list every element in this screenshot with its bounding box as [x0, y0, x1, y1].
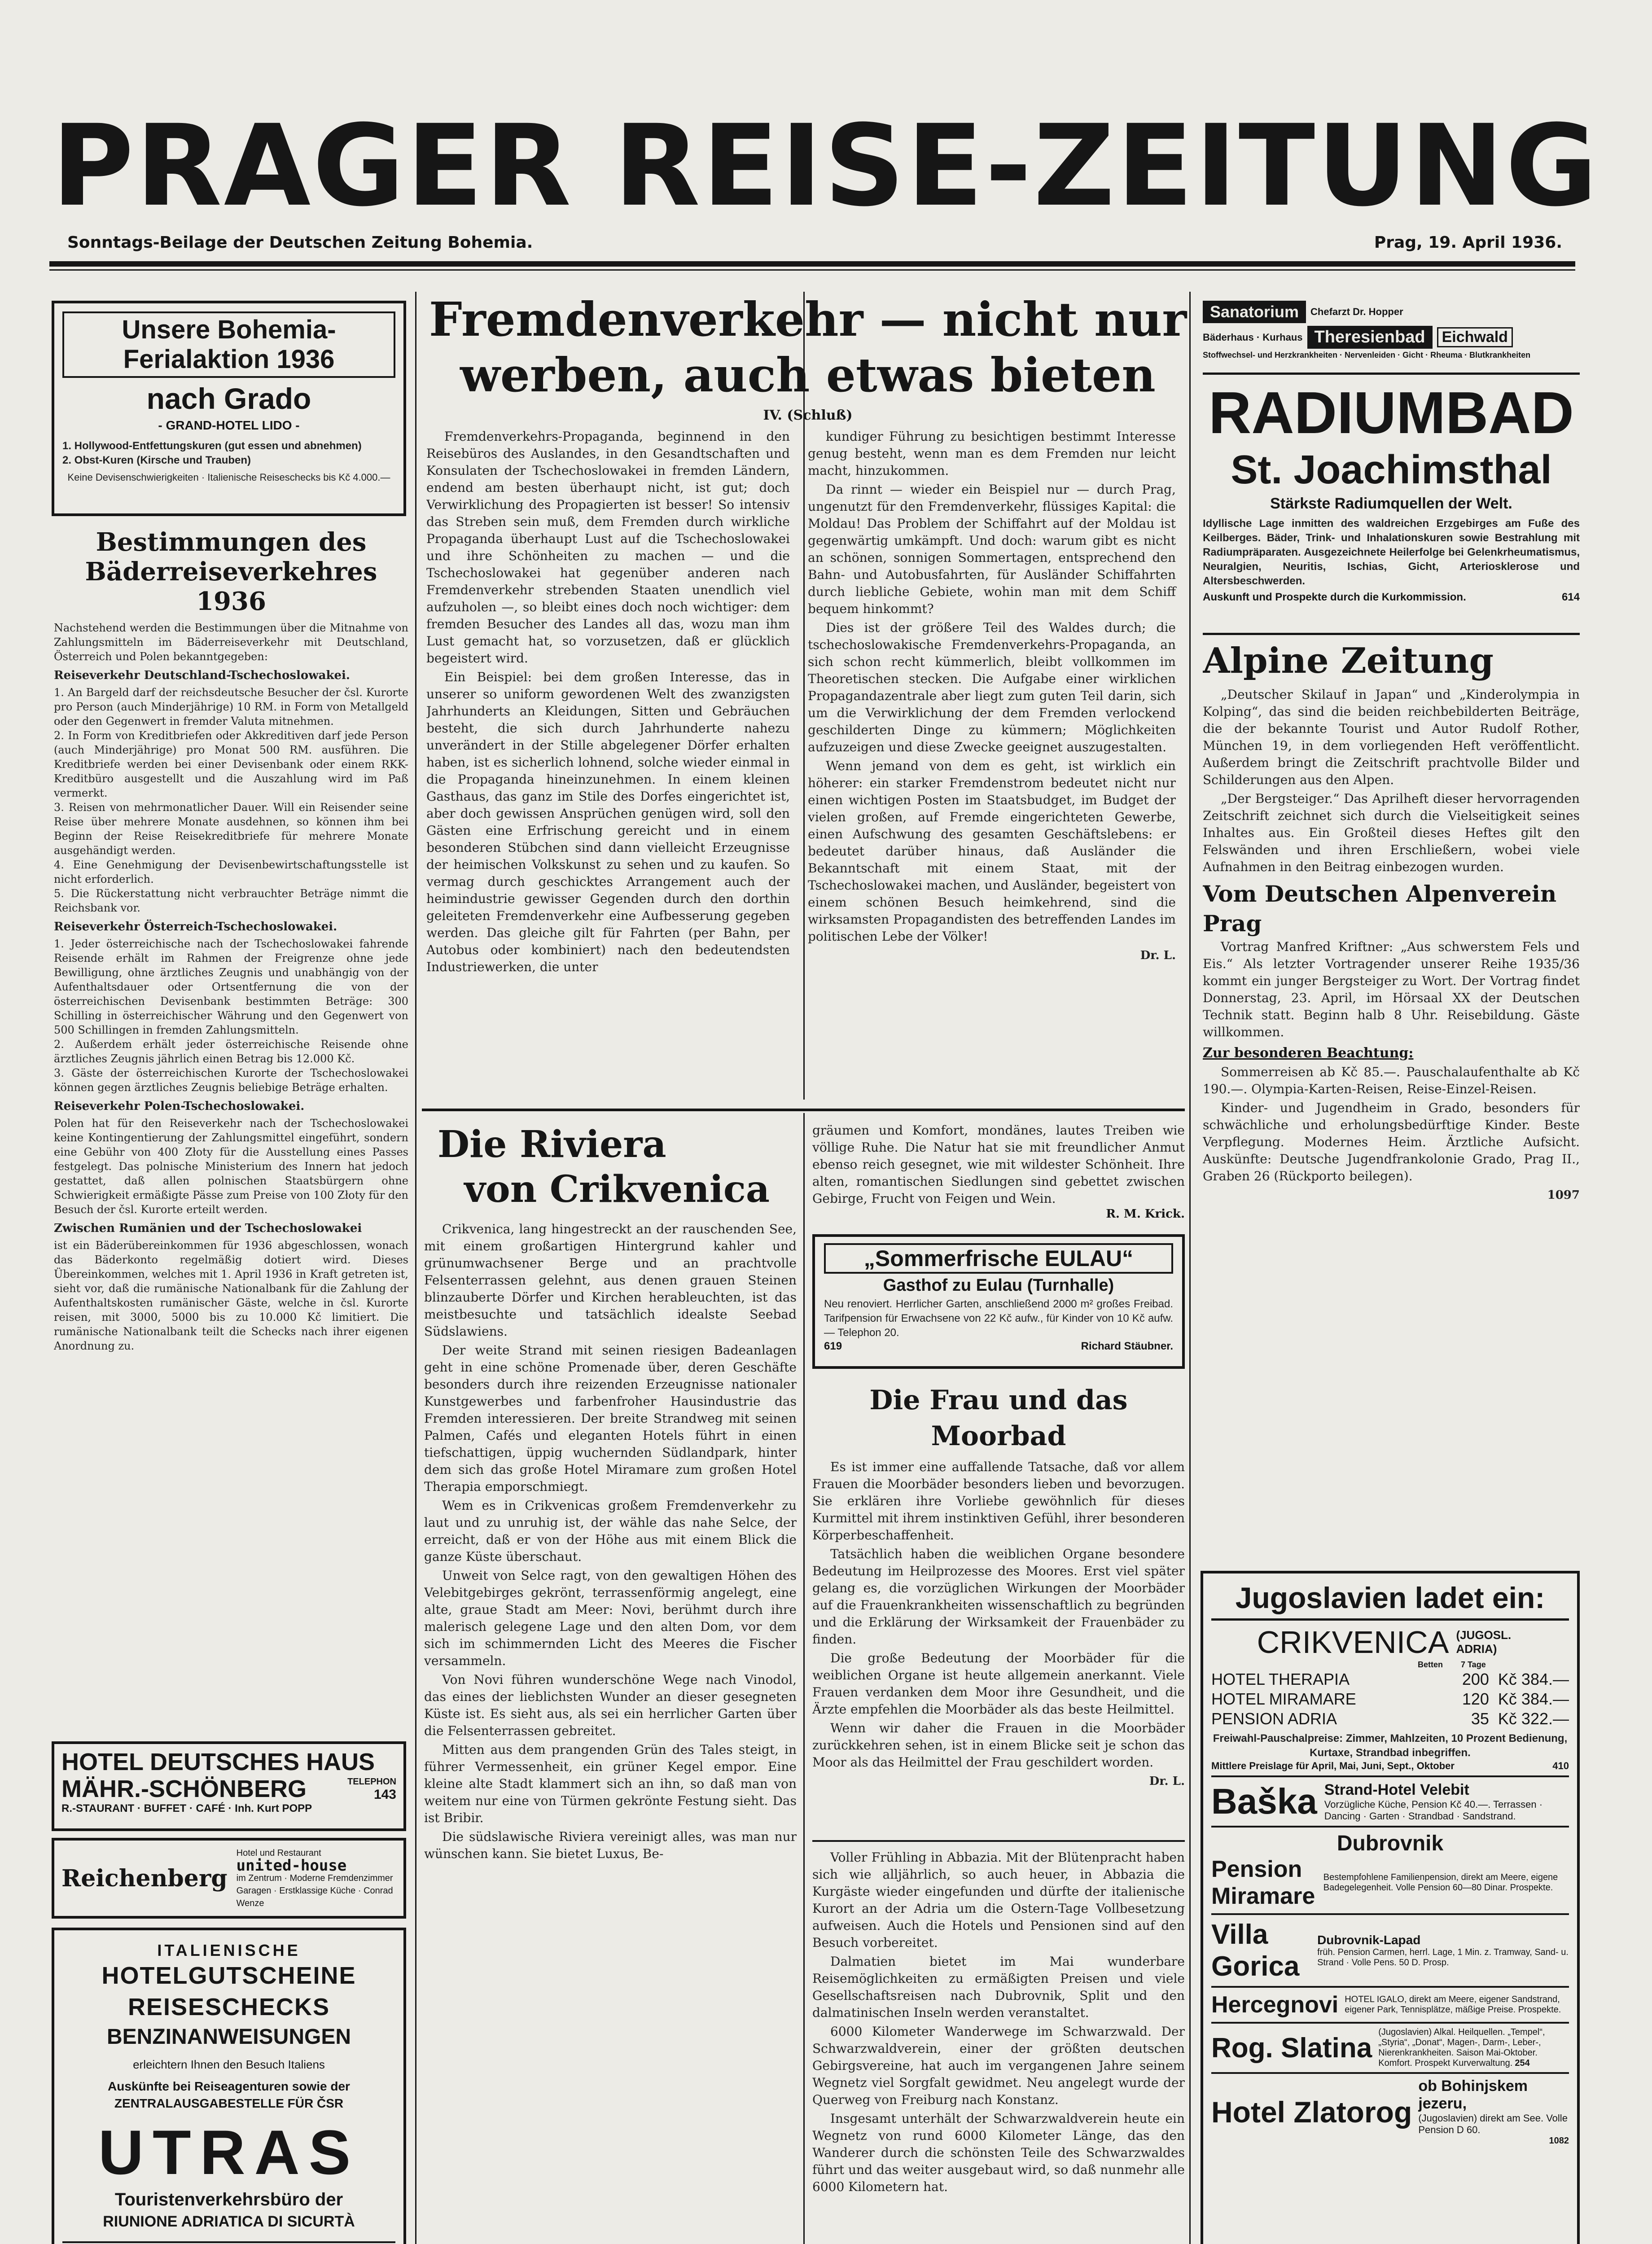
abbazia-p1: Voller Frühling in Abbazia. Mit der Blütenpracht haben sich wie alljährlich, so auch heuer, in Abbazia die Kurgäste wieder eingefunden und dürfte der italienische Kurort an der Adria um die Ostern-Tage Vollbesetzung aufweisen. Auch die Hotels und Pensionen sind auf den Besuch vorbereitet.: [812, 1850, 1185, 1950]
hercegnovi-name: Hercegnovi: [1211, 1992, 1339, 2018]
utras-l8: RIUNIONE ADRIATICA DI SICURTÀ: [103, 2213, 355, 2230]
miramare-text: Bestempfohlene Familienpension, direkt am Meere, eigene Badegelegenheit. Volle Pension 60—80 Dinar. Prospekte.: [1323, 1872, 1558, 1893]
dubrovnik-name: Dubrovnik: [1336, 1832, 1444, 1855]
utras-l6: Auskünfte bei Reiseagenturen sowie der ZENTRALAUSGABESTELLE FÜR ČSR: [108, 2079, 350, 2110]
villa-gorica-name: Villa Gorica: [1211, 1919, 1300, 1982]
riviera-signature: R. M. Krick.: [1106, 1207, 1185, 1221]
moorbad-p2: Tatsächlich haben die weiblichen Organe besondere Bedeutung im Heilprozesse des Moores. Erst viel später gelang es, die vorzüglichen Wirkungen der Moorbäder auf die Frauenkrankheiten wissenschaftlich zu begründen und die Erklärung der Wirksamkeit der Frauenbäder zu finden.: [812, 1547, 1185, 1647]
jugo-title: Jugoslavien ladet ein:: [1211, 1580, 1569, 1621]
hotel-therapia-beds: 200: [1462, 1670, 1489, 1688]
alpine-p3: Vortrag Manfred Kriftner: „Aus schwerstem Fels und Eis.“ Als letzter Vortragender unserer Reihe 1935/36 kommt ein junger Bergsteiger zu Wort. Der Vortrag findet Donnerstag, 23. April, im Hörsaal XX der Deutschen Technik statt. Beginn halb 8 Uhr. Reisebildung. Gäste willkommen.: [1203, 939, 1580, 1039]
sanatorium-rule: [1203, 373, 1580, 375]
pension-adria-price: Kč 322.—: [1498, 1709, 1569, 1728]
eulau-owner: Richard Stäubner.: [1081, 1340, 1173, 1352]
lead-bottom-rule: [422, 1109, 1185, 1111]
bestimmungen-p1: 1. An Bargeld darf der reichsdeutsche Besucher der čsl. Kurorte pro Person (auch Minderjährige) 10 RM. in Form von Metallgeld oder den Gegenwert in fremder Valuta mitnehmen.: [54, 686, 408, 728]
moorbad-p3: Die große Bedeutung der Moorbäder für die weiblichen Organe ist heute allgemein anerkannt. Viele Frauen verdanken dem Moor ihre Gesundheit, und die Ärzte empfehlen die Moorbäder als das beste Heilmittel.: [812, 1651, 1185, 1717]
riviera-p4: Unweit von Selce ragt, von den gewaltigen Höhen des Velebitgebirges gekrönt, terrassenförmig angelegt, eine alte, graue Stadt am Meer: Novi, berühmt durch ihre malerisch gelegene Lage und den alten Dom, vor dem sich im schimmernden Licht des Meeres die Fischer versammeln.: [424, 1568, 797, 1668]
hotel-dh-tel: 143: [373, 1787, 396, 1802]
ferial-note: Keine Devisenschwierigkeiten · Italienische Reiseschecks bis Kč 4.000.—: [67, 472, 390, 483]
radiumbad-rule: [1203, 633, 1580, 635]
riviera-p7: Die südslawische Riviera vereinigt alles, was man nur wünschen kann. Sie bietet Luxus, Be-: [424, 1829, 797, 1861]
riviera-article: [424, 1122, 797, 2244]
eulau-text: Neu renoviert. Herrlicher Garten, anschließend 2000 m² großes Freibad. Tarifpension für Erwachsene von 22 Kč aufw., für Kinder von 10 Kč aufw. — Telephon 20.: [824, 1298, 1173, 1339]
slatina-num: 254: [1515, 2058, 1530, 2068]
sanatorium-ad: [1203, 301, 1580, 368]
lead-col1-p1: Fremdenverkehrs-Propaganda, beginnend in den Reisebüros des Auslandes, in den Gesandtschaften und Konsulaten der Tschechoslowakei in fremden Ländern, endend am besten überhaupt nicht, ist gut; doch Verwirklichung des Propagierten ist besser! So intensiv das Streben sein muß, dem Fremden durch wirkliche Propaganda überhaupt Lust auf die Tschechoslowakei und ihre Schönheiten zu machen — und die Tschechoslowakei hat gegenüber anderen nach Fremdenverkehr strebenden Staaten unendlich viel aufzuholen —, so bleibt eines doch noch wichtiger: dem fremden Besucher des Landes all das, wozu man ihm Lust gemacht hat, so vorzusetzen, daß er glücklich begeistert wird.: [426, 429, 790, 666]
villa-gorica-text: früh. Pension Carmen, herrl. Lage, 1 Min. z. Tramway, Sand- u. Strand · Volle Pens. 50 D. Prosp.: [1317, 1947, 1569, 1968]
news-notes: [812, 1849, 1185, 2244]
masthead-title: PRAGER REISE-ZEITUNG: [52, 101, 1599, 231]
ferial-title: Unsere Bohemia-Ferialaktion 1936: [122, 315, 336, 374]
ferial-destination: nach Grado: [146, 382, 311, 415]
zlatorog-name: Hotel Zlatorog: [1211, 2095, 1412, 2129]
jugoslavien-ad: [1201, 1571, 1580, 2244]
zlatorog-text: (Jugoslavien) direkt am See. Volle Pension D 60.: [1418, 2113, 1568, 2135]
riviera-p6: Mitten aus dem prangenden Grün des Tales steigt, in führer Vermessenheit, ein grüner Kegel empor. Eine kleine alte Stadt klammert sich an ihn, so daß man von weitem nur eine von Türmen gekrönte Festung sieht. Das ist Bribir.: [424, 1742, 797, 1825]
alpine-title: Alpine Zeitung: [1203, 640, 1494, 681]
riviera-p3: Wem es in Crikvenicas großem Fremdenverkehr zu laut und zu unruhig ist, der wähle das nahe Selce, der erreicht, daß er von der Höhe aus mit einem Blick die ganze Küste überschaut.: [424, 1498, 797, 1564]
moorbad-article: [812, 1382, 1185, 1831]
miramare-name: Pension Miramare: [1211, 1856, 1315, 1909]
abbazia-p2: Dalmatien bietet im Mai wunderbare Reisemöglichkeiten zu ermäßigten Preisen und viele Gesellschaftsreisen nach Dubrovnik, Split und den dalmatinischen Inseln werden veranstaltet.: [812, 1954, 1185, 2020]
lead-col2-p3: Dies ist der größere Teil des Waldes durch; die tschechoslowakische Fremdenverkehrs-Propaganda, an sich schon recht kümmerlich, bleibt vollkommen im Theoretischen stecken. Die Aufgabe einer wirklichen Propagandazentrale aber liegt zum guten Teil darin, sich um die Verwirklichung der dem Fremden verlockend geschilderten Dinge zu kümmern; Möglichkeiten aufzuzeigen und diese Zwecke geeignet auszugestalten.: [808, 620, 1176, 754]
bestimmungen-p9: Polen hat für den Reiseverkehr nach der Tschechoslowakei keine Kontingentierung der Zahlungsmittel eingeführt, sondern eine Gebühr von 400 Złoty für die Ausstellung eines Passes festgelegt. Das polnische Ministerium des Innern hat jedoch gestattet, daß allen polnischen Staatsbürgern ohne Schwierigkeit ermäßigte Pässe zum Preise von 100 Złoty für den Besuch der čsl. Kurorte erteilt werden.: [54, 1117, 408, 1216]
bestimmungen-title: Bestimmungen des Bäderreiseverkehres 1936: [85, 527, 377, 616]
riviera-p5: Von Novi führen wunderschöne Wege nach Vinodol, das eines der lieblichsten Wunder an dieser gesegneten Küste ist. Es sieht aus, als sei ein herrlicher Garten über die Felsenterrassen gebreitet.: [424, 1672, 797, 1738]
column-divider-right: [1189, 292, 1191, 2244]
bestimmungen-p6: 1. Jeder österreichische nach der Tschechoslowakei fahrende Reisende erhält im Rahmen der Freigrenze ohne jede Bewilligung, ohne ärztliches Zeugnis und unabhängig von der Aufenthaltsdauer oder Ortsentfernung die von der österreichischen Devisenbank bestimmten Beträge: 300 Schilling in österreichischer Währung und den Gegenwert von 500 Schillingen in fremden Zahlungsmitteln.: [54, 938, 408, 1036]
sanatorium-note: Stoffwechsel- und Herzkrankheiten · Nervenleiden · Gicht · Rheuma · Blutkrankheiten: [1203, 351, 1531, 359]
alpine-p4: Sommerreisen ab Kč 85.—. Pauschalaufenthalte ab Kč 190.—. Olympia-Karten-Reisen, Reise-Einzel-Reisen.: [1203, 1065, 1580, 1096]
bestimmungen-p3: 3. Reisen von mehrmonatlicher Dauer. Will ein Reisender seine Reise über mehrere Monate ausdehnen, so können ihm bei Beginn der Reise Reisekreditbriefe für mehrere Monate ausgehändigt werden.: [54, 801, 408, 857]
crikvenica-sub: (JUGOSL. ADRIA): [1456, 1628, 1512, 1656]
moorbad-signature: Dr. L.: [1149, 1775, 1185, 1788]
crikvenica-name: CRIKVENICA: [1257, 1625, 1449, 1660]
crikvenica-num: 410: [1552, 1760, 1569, 1771]
pension-adria: PENSION ADRIA: [1211, 1709, 1337, 1728]
alpine-zeitung: [1203, 640, 1580, 1560]
ferial-line-1: 1. Hollywood-Entfettungskuren (gut essen und abnehmen): [62, 440, 362, 452]
utras-l1: ITALIENISCHE: [157, 1941, 301, 1959]
sanatorium-resort: Theresienbad: [1307, 326, 1433, 349]
alpine-p1: „Deutscher Skilauf in Japan“ und „Kinderolympia in Kolping“, das sind die beiden reichbebilderten Beiträge, die der bekannte Tourist und Autor Rudolf Rother, München 19, in dem vorliegenden Heft veröffentlicht. Außerdem bringt die Zeitschrift prachtvolle Bilder und Schilderungen aus den Alpen.: [1203, 687, 1580, 787]
bestimmungen-article: [54, 527, 408, 1735]
riviera-cont-text: gräumen und Komfort, mondänes, lautes Treiben wie völlige Ruhe. Die Natur hat sie mit freundlicher Anmut ebenso reich gesegnet, wie mit wildester Schönheit. Ihre alten, romantischen Siedlungen sind gebettet zwischen Gebirge, Frucht von Feigen und Wein.: [812, 1123, 1185, 1206]
lead-col1-p2: Ein Beispiel: bei dem großen Interesse, das in unserer so uniform gewordenen Welt des zwanzigsten Jahrhunderts an Kleidungen, Sitten und Gebräuchen besteht, die sich durch Jahrhunderte nahezu unverändert in der Stille abgelegener Dörfer erhalten haben, ist es sicherlich lohnend, solche wieder einmal in die Propaganda hineinzunehmen. In einem kleinen Gasthaus, das ganz im Stile des Dorfes eingerichtet ist, aber doch gewissen Ansprüchen genügen wird, soll den Gästen eine Erfrischung gereicht und in einem besonderen Stübchen sind dann vielleicht Erzeugnisse der heimischen Volkskunst zu sehen und zu kaufen. So vermag durch geschicktes Arrangement auch der heimindustrie gewisser Gegenden durch den dorthin geleiteten Fremdenverkehr eine Aufbesserung gegeben werden. Das gleiche gilt für Fahrten (per Bahn, per Autobus oder kombiniert) nach den bedeutendsten Industriewerken, die unter: [426, 670, 790, 974]
bestimmungen-p7: 2. Außerdem erhält jeder österreichische Reisende ohne ärztliches Zeugnis jährlich einen Betrag bis 12.000 Kč.: [54, 1038, 408, 1065]
lead-part: IV. (Schluß): [763, 408, 853, 423]
utras-brand: UTRAS: [98, 2117, 360, 2187]
lead-signature: Dr. L.: [1140, 949, 1176, 962]
moorbad-p1: Es ist immer eine auffallende Tatsache, daß vor allem Frauen die Moorbäder besonders lieben und bevorzugen. Sie erklären ihre Vorliebe gewöhnlich für dieses Kurmittel mit ihrem instinktiven Gefühl, ihrer besonderen Körperbeschaffenheit.: [812, 1459, 1185, 1543]
masthead-rule-thin: [49, 269, 1575, 271]
utras-ad: [52, 1928, 406, 2244]
reichenberg-ad: [52, 1838, 406, 1919]
baska-text: Vorzügliche Küche, Pension Kč 40.—. Terrassen · Dancing · Garten · Strandbad · Sandstrand.: [1324, 1798, 1543, 1822]
baska-sub: Strand-Hotel Velebit: [1324, 1781, 1469, 1798]
hotel-miramare-beds: 120: [1462, 1690, 1489, 1708]
utras-l7: Touristenverkehrsbüro der: [114, 2190, 343, 2209]
reichenberg-name: Reichenberg: [61, 1864, 228, 1892]
alpine-p2: „Der Bergsteiger.“ Das Aprilheft dieser hervorragenden Zeitschrift zeichnet sich durch die Vielseitigkeit seines Inhaltes aus. Ein Großteil dieses Heftes gilt den Felswänden und ihren Erschließern, wobei viele Aufnahmen in den Beitrag einbezogen wurden.: [1203, 791, 1580, 874]
hotel-miramare-price: Kč 384.—: [1498, 1690, 1569, 1708]
sanatorium-sub: Bäderhaus · Kurhaus: [1203, 331, 1303, 343]
masthead-subtitle: Sonntags-Beilage der Deutschen Zeitung Bohemia.: [67, 233, 533, 252]
column-divider-left: [415, 292, 416, 2244]
lead-col2-p1: kundiger Führung zu besichtigen bestimmt Interesse genug besteht, wenn man es dem Fremden nur leicht macht, hinzukommen.: [808, 429, 1176, 478]
riviera-p1: Crikvenica, lang hingestreckt an der rauschenden See, mit einem großartigen Hintergrund kahler und grünumwachsener Berge und an prachtvolle Felsenterrassen gelehnt, aus denen grauen Steinen blinzauberte Dörfer und Kirchen herableuchten, ist das meistbesuchte und tatsächlich idealste Seebad Südslawiens.: [424, 1222, 797, 1339]
hotel-dh-name: HOTEL DEUTSCHES HAUS: [61, 1749, 375, 1775]
hotel-dh-sub: R.-STAURANT · BUFFET · CAFÉ · Inh. Kurt POPP: [61, 1802, 312, 1814]
bestimmungen-p10: ist ein Bäderübereinkommen für 1936 abgeschlossen, wonach das Bäderkonto regelmäßig dotiert wird. Dieses Übereinkommen, welches mit 1. April 1936 in Kraft getreten ist, sieht vor, daß die rumänische Nationalbank für die Zahlung der Aufenthaltskosten rumänischer Gäste, welche in čsl. Kurorte reisen, mit 3000, 5000 bis zu 10.000 Kč limitiert. Die rumänische Nationalbank teilt die Schecks nach ihrer eigenen Anordnung zu.: [54, 1239, 408, 1352]
hercegnovi-text: HOTEL IGALO, direkt am Meere, eigener Sandstrand, eigener Park, Tennisplätze, mäßige Preise. Prospekte.: [1345, 1994, 1561, 2015]
crikvenica-note: Freiwahl-Pauschalpreise: Zimmer, Mahlzeiten, 10 Prozent Bedienung, Kurtaxe, Strandbad inbegriffen.: [1213, 1732, 1568, 1759]
zlatorog-num: 1082: [1549, 2136, 1569, 2146]
radiumbad-place: St. Joachimsthal: [1231, 447, 1552, 492]
lead-article: [426, 292, 1189, 1104]
riviera-p2: Der weite Strand mit seinen riesigen Badeanlagen geht in eine schöne Promenade über, deren Geschäfte besonders durch ihre reizenden Erzeugnisse nationaler Kunstgewerbes und farbenfroher Hausindustrie das Fremden interessieren. Der breite Strandweg mit seinen Palmen, Cafés und eleganten Hotels führt in einen tiefschattigen, üppig wuchernden Südlandpark, hinter dem sich das große Hotel Miramare zum großen Hotel Therapia emporschmiegt.: [424, 1343, 797, 1494]
utras-l5: erleichtern Ihnen den Besuch Italiens: [133, 2058, 325, 2071]
hotel-deutsches-haus-ad: [52, 1741, 406, 1831]
utras-l2: HOTELGUTSCHEINE: [101, 1962, 356, 1989]
lead-title-1: Fremdenverkehr — nicht nur: [429, 292, 1187, 347]
masthead-date: Prag, 19. April 1936.: [1374, 233, 1562, 252]
radiumbad-foot: Auskunft und Prospekte durch die Kurkommission.: [1203, 591, 1466, 603]
bestimmungen-sec-1: Reiseverkehr Deutschland-Tschechoslowakei.: [54, 669, 350, 682]
bestimmungen-p4: 4. Eine Genehmigung der Devisenbewirtschaftungsstelle ist nicht erforderlich.: [54, 859, 408, 885]
zlatorog-sub: ob Bohinjskem jezeru,: [1418, 2077, 1528, 2112]
bestimmungen-p2: 2. In Form von Kreditbriefen oder Akkreditiven darf jede Person (auch Minderjährige) pro Monat 500 RM. ausführen. Die Kreditbriefe werden bei einer Devisenbank oder einem RKK-Kreditbüro ausgestellt und die Auszahlung wird im Paß vermerkt.: [54, 729, 408, 799]
ferial-aktion-box: [52, 301, 406, 516]
moorbad-title: Die Frau und das Moorbad: [869, 1385, 1128, 1452]
hotel-miramare: HOTEL MIRAMARE: [1211, 1690, 1356, 1708]
lead-col2-p4: Wenn jemand von dem es geht, ist wirklich ein höherer: ein starker Fremdenstrom bedeutet nicht nur einen wichtigen Posten im Staatsbudget, im Budget der vielen großen, auf Fremde eingerichteten Gewerbe, einen Aufschwung des gesamten Geschäftslebens: er bedeutet darüber hinaus, daß Ausländer die Bekanntschaft mit einem Staat, mit der Tschechoslowakei machen, und Ausländer, begeistert von einem schönen Besuch heimkehrend, sind die wirksamsten Propagandisten des betreffenden Landes im politischen Lebe der Völker!: [808, 758, 1176, 944]
slatina-text: (Jugoslavien) Alkal. Heilquellen. „Tempel“, „Styria“, „Donat“, Magen-, Darm-, Leber-, Nierenkrankheiten. Saison Mai-Oktober. Komfort. Prospekt Kurverwaltung.: [1378, 2027, 1545, 2068]
ferial-line-2: 2. Obst-Kuren (Kirsche und Trauben): [62, 454, 251, 466]
beds-label: Betten: [1418, 1660, 1443, 1669]
eulau-num: 619: [824, 1340, 842, 1352]
ferial-hotel: - GRAND-HOTEL LIDO -: [158, 418, 300, 432]
utras-address: [62, 2241, 395, 2244]
radiumbad-tag: Stärkste Radiumquellen der Welt.: [1270, 495, 1512, 512]
sanatorium-pill: Sanatorium: [1203, 301, 1306, 323]
bestimmungen-sec-2: Reiseverkehr Österreich-Tschechoslowakei.: [54, 920, 337, 934]
bestimmungen-sec-4: Zwischen Rumänien und der Tschechoslowakei: [54, 1222, 362, 1235]
villa-gorica-sub: Dubrovnik-Lapad: [1317, 1933, 1421, 1947]
sanatorium-place: Eichwald: [1437, 327, 1513, 347]
eulau-ad: [812, 1234, 1185, 1369]
radiumbad-num: 614: [1561, 591, 1580, 603]
riviera-title-1: Die Riviera: [438, 1123, 666, 1166]
center-divider-lower: [803, 1113, 805, 2244]
bestimmungen-p8: 3. Gäste der österreichischen Kurorte der Tschechoslowakei können gegen ärztliches Zeugnis beliebige Beträge erhalten.: [54, 1067, 408, 1094]
bestimmungen-intro: Nachstehend werden die Bestimmungen über die Mitnahme von Zahlungsmitteln im Bäderreiseverkehr mit Deutschland, Österreich und Polen bekanntgegeben:: [54, 622, 408, 663]
hotel-dh-tel-label: TELEPHON: [347, 1777, 396, 1787]
hotel-dh-town: MÄHR.-SCHÖNBERG: [61, 1775, 307, 1802]
masthead-rule: [49, 261, 1575, 267]
radiumbad-name: RADIUMBAD: [1209, 380, 1574, 446]
utras-l3: REISESCHECKS: [127, 1994, 330, 2020]
riviera-continued: [812, 1122, 1185, 1225]
alpine-num: 1097: [1547, 1188, 1580, 1202]
moorbad-p4: Wenn wir daher die Frauen in die Moorbäder zurückkehren sehen, ist in einem Blicke seit je schon das Moor als das Heilmittel der Frau geschildert worden.: [812, 1721, 1185, 1770]
reichenberg-hotel: Hotel und Restaurant: [236, 1848, 321, 1858]
moorbad-bottom-rule: [812, 1840, 1185, 1842]
sanatorium-chief: Chefarzt Dr. Hopper: [1310, 306, 1403, 317]
reichenberg-desc-1: im Zentrum · Moderne Fremdenzimmer: [236, 1873, 393, 1883]
alpine-p5: Kinder- und Jugendheim in Grado, besonders für schwächliche und erholungsbedürftige Kinder. Beste Verpflegung. Modernes Heim. Ärztliche Aufsicht. Auskünfte: Deutsche Jugendfrankolonie Grado, Prag II., Graben 26 (Rückporto beilegen).: [1203, 1100, 1580, 1183]
eulau-sub: Gasthof zu Eulau (Turnhalle): [883, 1276, 1114, 1295]
crikvenica-note-2: Mittlere Preislage für April, Mai, Juni, Sept., Oktober: [1211, 1760, 1455, 1771]
radiumbad-ad: [1203, 379, 1580, 631]
schwarzwald-p1: 6000 Kilometer Wanderwege im Schwarzwald. Der Schwarzwaldverein, einer der größten deutschen Gebirgsvereine, hat auch im vergangenen Jahre seinem Wegnetz viel Sorgfalt gewidmet. Neu angelegt wurde der Querweg von Freiburg nach Konstanz.: [812, 2024, 1185, 2107]
alpine-section-2: Zur besonderen Beachtung:: [1203, 1045, 1414, 1061]
schwarzwald-p2: Insgesamt unterhält der Schwarzwaldverein heute ein Wegnetz von rund 6000 Kilometer Länge, das den Wanderer durch die schönsten Teile des Schwarzwaldes führt und das weiter ausgebaut wird, so daß nunmehr alle 6000 Kilometern hat.: [812, 2111, 1185, 2194]
bestimmungen-p5: 5. Die Rückerstattung nicht verbrauchter Beträge nimmt die Reichsbank vor.: [54, 887, 408, 914]
alpine-section: Vom Deutschen Alpenverein Prag: [1203, 881, 1557, 937]
reichenberg-brand: united-house: [236, 1857, 347, 1875]
pension-adria-beds: 35: [1471, 1709, 1489, 1728]
days-label: 7 Tage: [1461, 1660, 1486, 1669]
radiumbad-text: Idyllische Lage inmitten des waldreichen Erzgebirges am Fuße des Keilberges. Bäder, Trink- und Inhalationskuren sowie Bestrahlung mit Radiumpräparaten. Ausgezeichnete Heilerfolge bei Gelenkrheumatismus, Neuralgien, Neuritis, Ischias, Gicht, Arteriosklerose und Altersbeschwerden.: [1203, 517, 1580, 587]
hotel-therapia-price: Kč 384.—: [1498, 1670, 1569, 1688]
reichenberg-desc-2: Garagen · Erstklassige Küche · Conrad Wenze: [236, 1886, 393, 1908]
riviera-title-2: von Crikvenica: [464, 1168, 770, 1211]
baska-name: Baška: [1211, 1781, 1317, 1821]
utras-l4: BENZINANWEISUNGEN: [106, 2025, 351, 2049]
hotel-therapia: HOTEL THERAPIA: [1211, 1670, 1350, 1688]
lead-col2-p2: Da rinnt — wieder ein Beispiel nur — durch Prag, ungenutzt für den Fremdenverkehr, flüssiges Kapital: die Moldau! Das Problem der Schiffahrt auf der Moldau ist gegenwärtig umkämpft. Und doch: warum gibt es nicht an schönen, sonnigen Sommertagen, entsprechend den Bahn- und Autobusfahrten, für Ausländer Schiffahrten durch liebliche Gebiete, wohin man mit dem Schiff bequem hinkommt?: [808, 482, 1176, 616]
slatina-name: Rog. Slatina: [1211, 2032, 1372, 2064]
bestimmungen-sec-3: Reiseverkehr Polen-Tschechoslowakei.: [54, 1100, 305, 1113]
eulau-title: „Sommerfrische EULAU“: [824, 1243, 1173, 1274]
lead-title-2: werben, auch etwas bieten: [460, 347, 1156, 403]
